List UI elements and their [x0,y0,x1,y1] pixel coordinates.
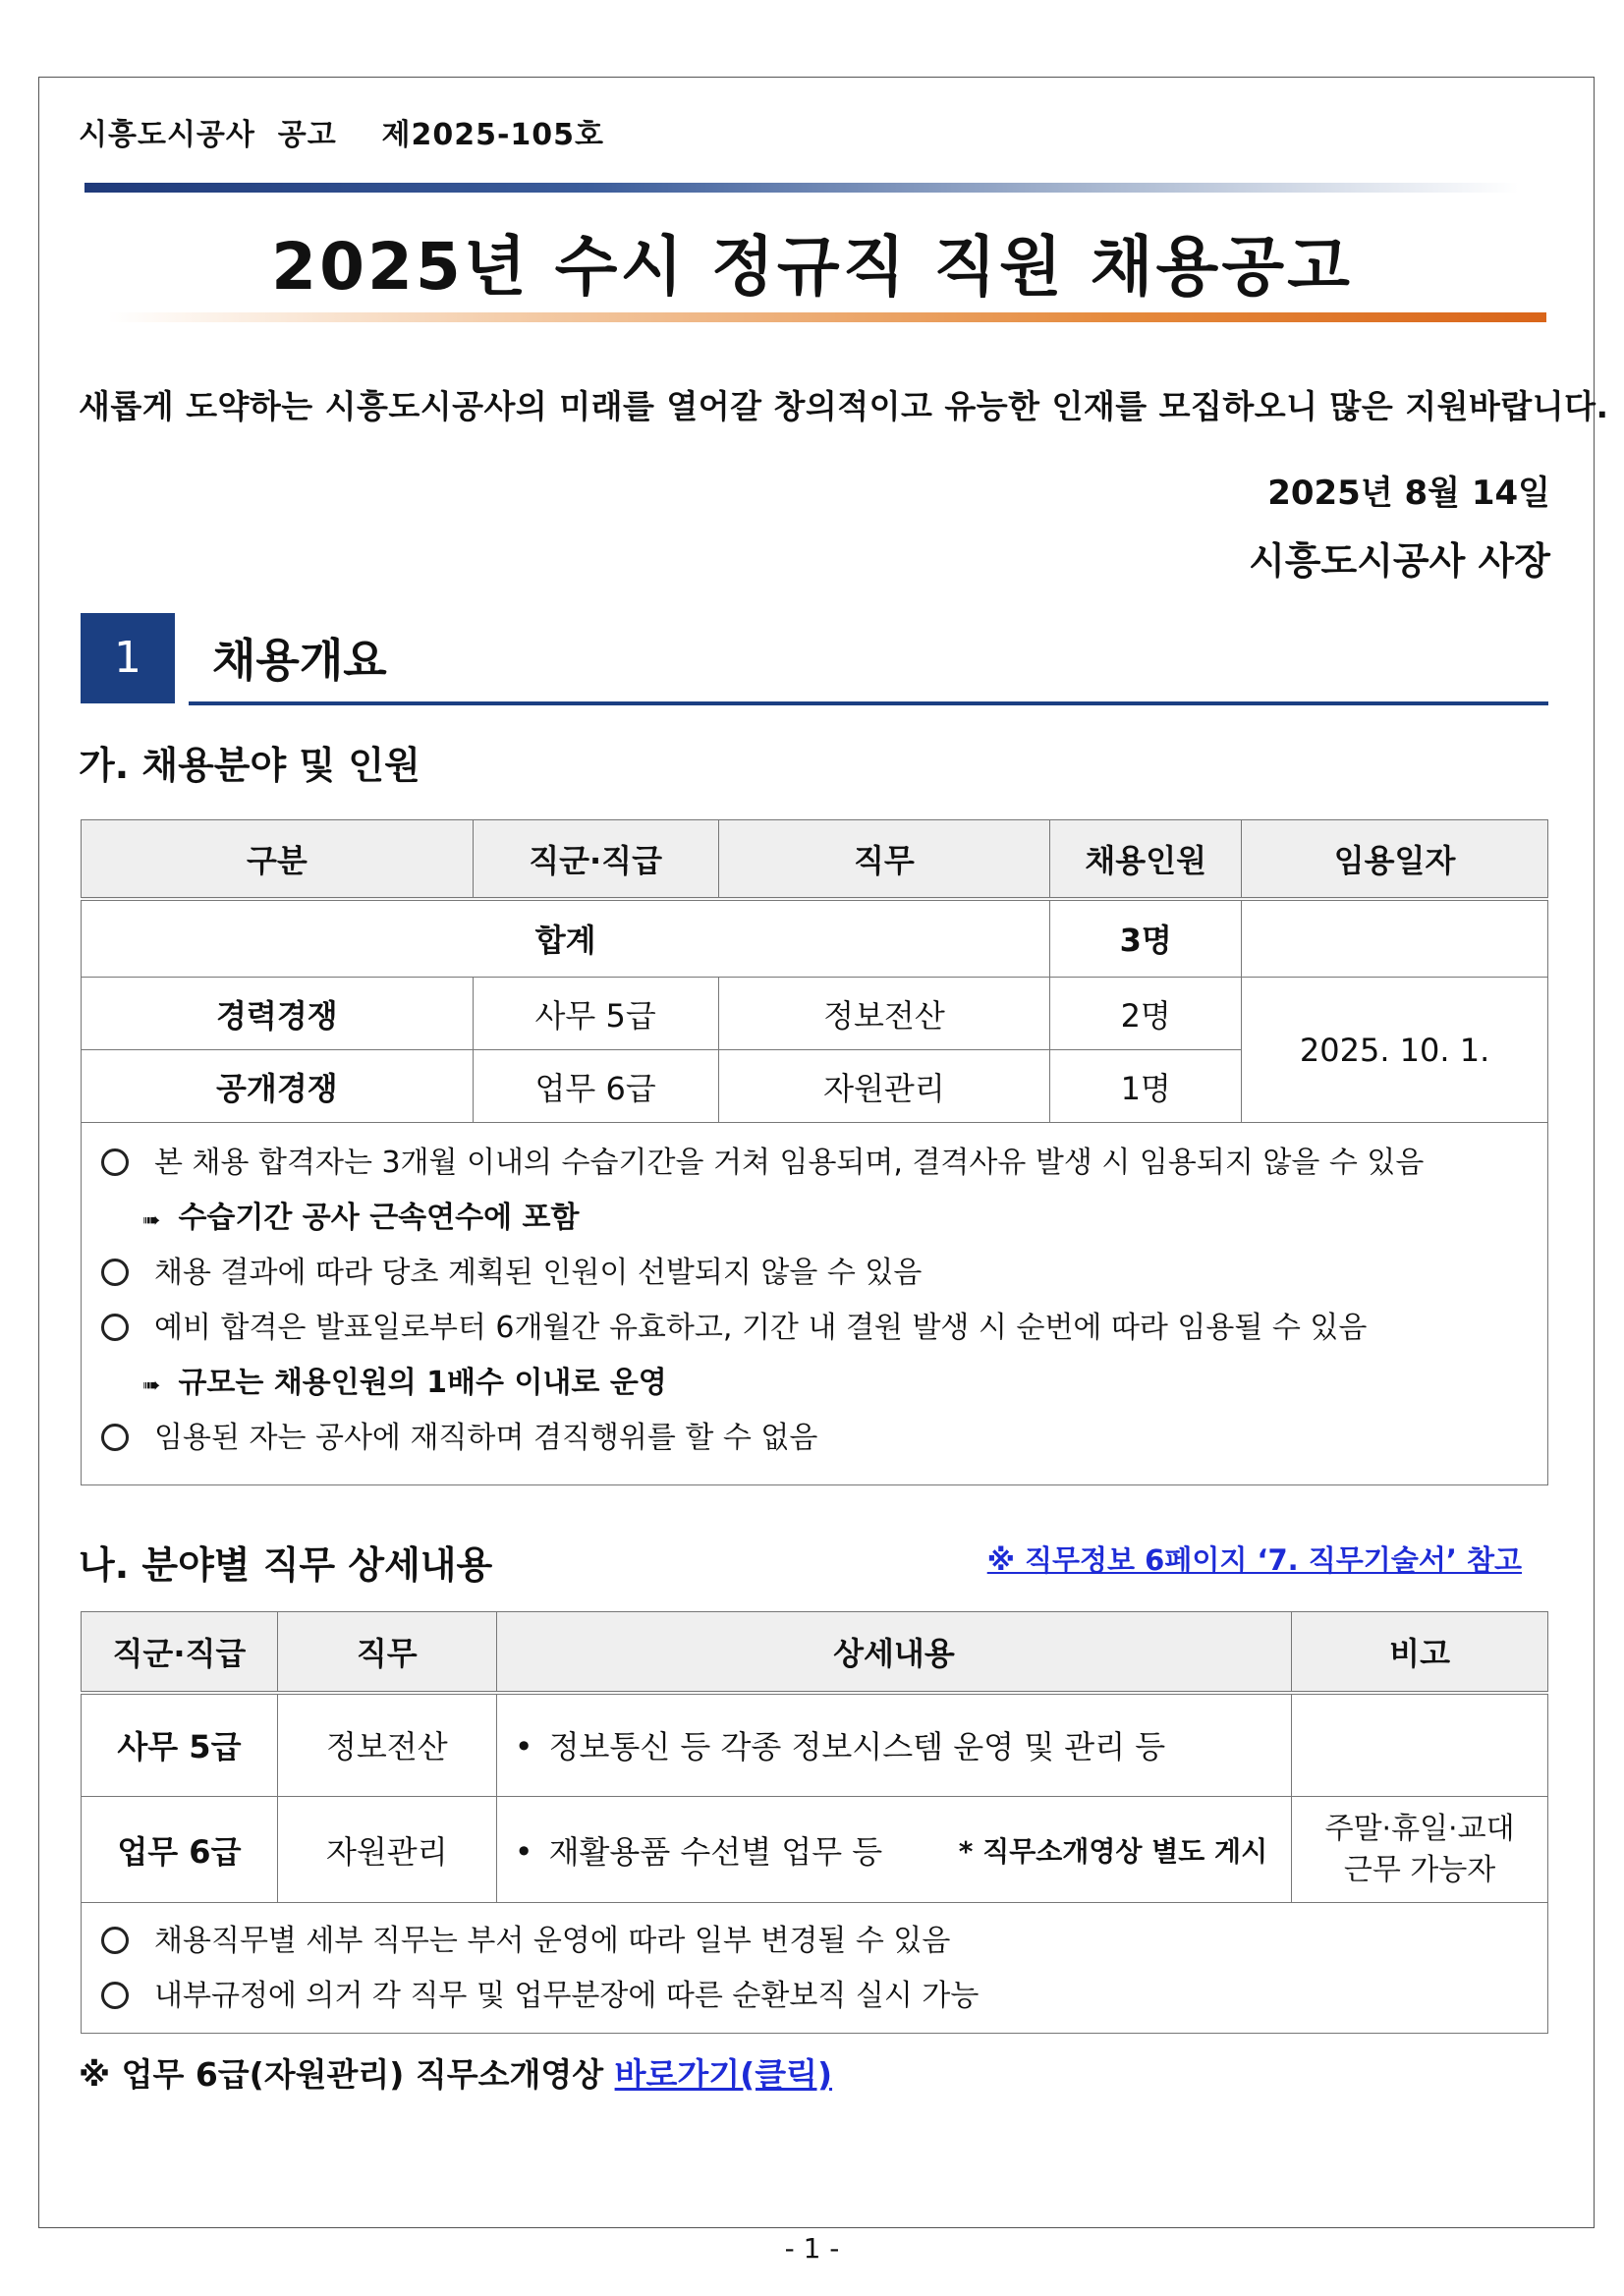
video-link[interactable]: 바로가기(클릭) [614,2055,833,2094]
title-top-bar [84,183,1519,193]
notice-date: 2025년 8월 14일 [1267,474,1550,513]
header-cell: 상세내용 [496,1612,1291,1693]
header-cell: 비고 [1292,1612,1548,1693]
note-text: 본 채용 합격자는 3개월 이내의 수습기간을 거쳐 임용되며, 결격사유 발생 시 임용되지 않을 수 있음 [154,1146,1425,1180]
job-cell: 자원관리 [718,1050,1050,1123]
note-item [101,1969,1547,2024]
appointment-date-cell: 2025. 10. 1. [1242,978,1548,1123]
signer: 시흥도시공사 사장 [1249,539,1550,583]
detail-text: 정보통신 등 각종 정보시스템 운영 및 관리 등 [548,1728,1166,1766]
category-cell: 경력경쟁 [82,978,474,1050]
note-cell [1292,1693,1548,1797]
header-cell: 임용일자 [1242,820,1548,899]
job-description-reference-link[interactable]: ※ 직무정보 6페이지 ‘7. 직무기술서’ 참고 [986,1543,1522,1577]
note-text: 임용된 자는 공사에 재직하며 겸직행위를 할 수 없음 [154,1421,818,1455]
total-count: 3명 [1050,899,1242,978]
count-cell: 2명 [1050,978,1242,1050]
section-title: 채용개요 [212,634,387,687]
detail-cell [496,1693,1291,1797]
page-number: - 1 - [784,2232,840,2265]
note-subitem [101,1356,1547,1411]
circle-bullet-icon [101,1424,129,1451]
arrow-icon: ➠ [142,1208,161,1233]
total-row [82,899,1548,978]
total-label: 합계 [82,899,1050,978]
video-note [79,2049,832,2096]
arrow-icon: ➠ [142,1373,161,1398]
title-bottom-bar [108,312,1546,322]
circle-bullet-icon [101,1314,129,1341]
detail-cell [496,1797,1291,1903]
note-text: 내부규정에 의거 각 직무 및 업무분장에 따른 순환보직 실시 가능 [154,1979,980,2013]
intro-text: 새롭게 도약하는 시흥도시공사의 미래를 열어갈 창의적이고 유능한 인재를 모집하오니 많은 지원바랍니다. [79,387,1609,425]
bullet-icon: • [514,1832,533,1871]
notes-box-a [81,1122,1548,1485]
notes-box-b [81,1902,1548,2034]
note-cell [1292,1797,1548,1903]
header-cell: 직무 [277,1612,496,1693]
page-title: 2025년 수시 정규직 직원 채용공고 [271,229,1353,305]
grade-cell: 사무 5급 [82,1693,278,1797]
note-item [101,1246,1547,1301]
video-notice: * 직무소개영상 별도 게시 [958,1834,1268,1868]
note-subitem [101,1191,1547,1246]
table-row [82,978,1548,1050]
note-text: 채용직무별 세부 직무는 부서 운영에 따라 일부 변경될 수 있음 [154,1924,951,1958]
header-cell: 직무 [718,820,1050,899]
table-row [82,1797,1548,1903]
note-item [101,1411,1547,1466]
header-cell: 직군·직급 [82,1612,278,1693]
note-text: 규모는 채용인원의 1배수 이내로 운영 [178,1366,667,1400]
video-note-text: ※ 업무 6급(자원관리) 직무소개영상 [79,2055,604,2094]
circle-bullet-icon [101,1148,129,1176]
note-item [101,1301,1547,1356]
note-item [101,1914,1547,1969]
detail-text: 재활용품 수선별 업무 등 [548,1832,883,1871]
empty-cell [1242,899,1548,978]
subsection-a-heading: 가. 채용분야 및 인원 [79,744,420,787]
note-text: 채용 결과에 따라 당초 계획된 인원이 선발되지 않을 수 있음 [154,1256,923,1290]
note-item [101,1136,1547,1191]
note-text: 수습기간 공사 근속연수에 포함 [178,1201,580,1235]
circle-bullet-icon [101,1927,129,1954]
note-line: 주말·휴일·교대 [1324,1811,1515,1846]
header-cell: 직군·직급 [473,820,718,899]
grade-cell: 업무 6급 [473,1050,718,1123]
grade-cell: 업무 6급 [82,1797,278,1903]
job-cell: 정보전산 [718,978,1050,1050]
section-number-badge: 1 [81,613,175,703]
job-cell: 정보전산 [277,1693,496,1797]
grade-cell: 사무 5급 [473,978,718,1050]
count-cell: 1명 [1050,1050,1242,1123]
job-detail-table [81,1611,1548,1903]
subsection-b-heading: 나. 분야별 직무 상세내용 [79,1543,493,1587]
header-cell: 구분 [82,820,474,899]
circle-bullet-icon [101,1982,129,2009]
note-text: 예비 합격은 발표일로부터 6개월간 유효하고, 기간 내 결원 발생 시 순번에 따라 임용될 수 있음 [154,1311,1368,1345]
table-header-row [82,820,1548,899]
table-header-row [82,1612,1548,1693]
section-underline [189,701,1548,705]
table-row [82,1693,1548,1797]
note-line: 근무 가능자 [1343,1852,1496,1887]
job-cell: 자원관리 [277,1797,496,1903]
recruitment-table [81,819,1548,1123]
circle-bullet-icon [101,1259,129,1286]
bullet-icon: • [514,1728,533,1766]
header-cell: 채용인원 [1050,820,1242,899]
category-cell: 공개경쟁 [82,1050,474,1123]
notice-number: 시흥도시공사 공고 제2025-105호 [79,118,605,152]
